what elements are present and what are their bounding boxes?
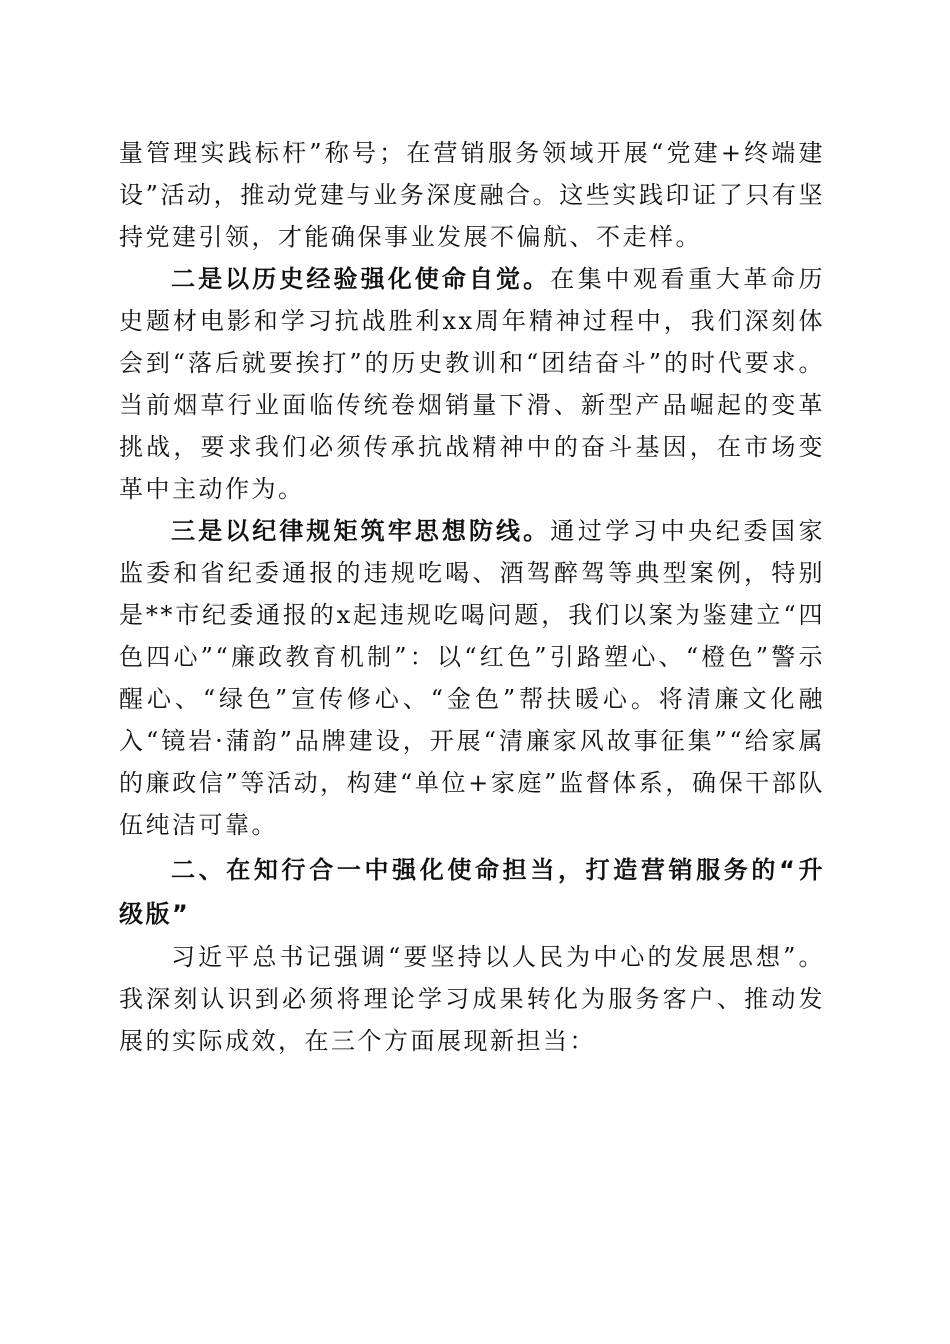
paragraph-3 [119, 510, 825, 846]
paragraph-3-text: 通过学习中央纪委国家监委和省纪委通报的违规吃喝、酒驾醉驾等典型案例，特别是**市纪委通报的x起违规吃喝问题，我们以案为鉴建立“四色四心”“廉政教育机制”：以“红色”引路塑心、“橙色”警示醒心、“绿色”宣传修心、“金色”帮扶暖心。将清廉文化融入“镜岩·蒲韵”品牌建设，开展“清廉家风故事征集”“给家属的廉政信”等活动，构建“单位+家庭”监督体系，确保干部队伍纯洁可靠。 [119, 517, 826, 839]
document-page [119, 132, 825, 1062]
paragraph-1-text: 量管理实践标杆”称号；在营销服务领域开展“党建+终端建设”活动，推动党建与业务深度融合。这些实践印证了只有坚持党建引领，才能确保事业发展不偏航、不走样。 [119, 139, 825, 251]
paragraph-3-lead: 三是以纪律规矩筑牢思想防线。 [171, 517, 551, 545]
paragraph-2 [119, 258, 825, 510]
section-heading-2: 二、在知行合一中强化使命担当，打造营销服务的“升级版” [119, 856, 825, 928]
paragraph-4-text: 习近平总书记强调“要坚持以人民为中心的发展思想”。我深刻认识到必须将理论学习成果转化为服务客户、推动发展的实际成效，在三个方面展现新担当： [119, 943, 825, 1055]
paragraph-4 [119, 936, 825, 1062]
paragraph-2-lead: 二是以历史经验强化使命自觉。 [171, 265, 551, 293]
paragraph-1 [119, 132, 825, 258]
paragraph-2-text: 在集中观看重大革命历史题材电影和学习抗战胜利xx周年精神过程中，我们深刻体会到“落后就要挨打”的历史教训和“团结奋斗”的时代要求。当前烟草行业面临传统卷烟销量下滑、新型产品崛起的变革挑战，要求我们必须传承抗战精神中的奋斗基因，在市场变革中主动作为。 [119, 265, 826, 503]
